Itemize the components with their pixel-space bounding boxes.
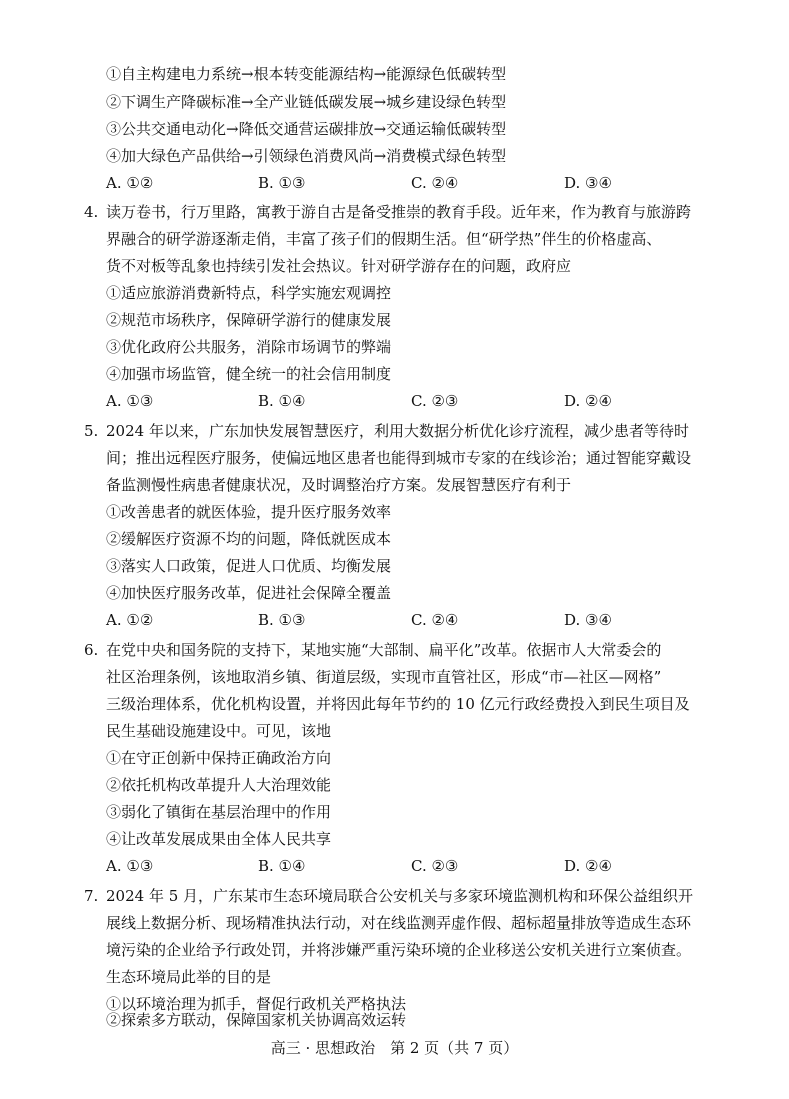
- q3-item-1: ①自主构建电力系统→根本转变能源结构→能源绿色低碳转型: [106, 65, 507, 83]
- q4-option-b: B. ①④: [258, 392, 306, 410]
- q4-option-d: D. ②④: [564, 392, 612, 410]
- q3-option-b: B. ①③: [258, 174, 306, 192]
- q5-item-1: ①改善患者的就医体验，提升医疗服务效率: [106, 503, 392, 521]
- q7-item-1: ①以环境治理为抓手，督促行政机关严格执法: [106, 995, 407, 1013]
- q5-stem-line-3: 备监测慢性病患者健康状况，及时调整治疗方案。发展智慧医疗有利于: [106, 476, 572, 494]
- q4-option-c: C. ②③: [411, 392, 459, 410]
- q5-option-a: A. ①②: [106, 611, 154, 629]
- q7-item-2: ②探索多方联动，保障国家机关协调高效运转: [106, 1011, 407, 1029]
- q5-stem-line-2: 间；推出远程医疗服务，使偏远地区患者也能得到城市专家的在线诊治；通过智能穿戴设: [106, 449, 692, 467]
- q7-stem-line-3: 境污染的企业给予行政处罚，并将涉嫌严重污染环境的企业移送公安机关进行立案侦查。: [106, 941, 692, 959]
- q7-stem-line-2: 展线上数据分析、现场精准执法行动，对在线监测弄虚作假、超标超量排放等造成生态环: [106, 914, 692, 932]
- q5-stem-line-1: 2024 年以来，广东加快发展智慧医疗，利用大数据分析优化诊疗流程，减少患者等待时: [106, 422, 689, 440]
- q6-item-1: ①在守正创新中保持正确政治方向: [106, 749, 332, 767]
- q7-stem-line-4: 生态环境局此举的目的是: [106, 968, 272, 986]
- q5-option-c: C. ②④: [411, 611, 459, 629]
- q3-option-d: D. ③④: [564, 174, 612, 192]
- page-footer: 高三 · 思想政治 第 2 页（共 7 页）: [270, 1039, 519, 1057]
- q3-item-4: ④加大绿色产品供给→引领绿色消费风尚→消费模式绿色转型: [106, 147, 507, 165]
- q6-option-a: A. ①③: [106, 857, 154, 875]
- q4-item-4: ④加强市场监管，健全统一的社会信用制度: [106, 365, 392, 383]
- q3-item-3: ③公共交通电动化→降低交通营运碳排放→交通运输低碳转型: [106, 120, 507, 138]
- q5-number: 5.: [84, 422, 99, 440]
- q5-item-2: ②缓解医疗资源不均的问题，降低就医成本: [106, 530, 392, 548]
- q4-item-3: ③优化政府公共服务，消除市场调节的弊端: [106, 338, 392, 356]
- q6-option-b: B. ①④: [258, 857, 306, 875]
- q6-stem-line-2: 社区治理条例，该地取消乡镇、街道层级，实现市直管社区，形成“市—社区—网格”: [106, 668, 662, 686]
- q3-item-2: ②下调生产降碳标准→全产业链低碳发展→城乡建设绿色转型: [106, 93, 507, 111]
- q6-item-4: ④让改革发展成果由全体人民共享: [106, 830, 332, 848]
- q7-stem-line-1: 2024 年 5 月，广东某市生态环境局联合公安机关与多家环境监测机构和环保公益组织开: [106, 887, 694, 905]
- q6-stem-line-3: 三级治理体系，优化机构设置，并将因此每年节约的 10 亿元行政经费投入到民生项目及: [106, 695, 690, 713]
- q6-stem-line-1: 在党中央和国务院的支持下，某地实施“大部制、扁平化”改革。依据市人大常委会的: [106, 641, 662, 659]
- q4-stem-line-3: 货不对板等乱象也持续引发社会热议。针对研学游存在的问题，政府应: [106, 257, 572, 275]
- q6-stem-line-4: 民生基础设施建设中。可见，该地: [106, 722, 332, 740]
- q6-option-d: D. ②④: [564, 857, 612, 875]
- q6-item-3: ③弱化了镇街在基层治理中的作用: [106, 803, 332, 821]
- q5-item-3: ③落实人口政策，促进人口优质、均衡发展: [106, 557, 392, 575]
- q4-item-2: ②规范市场秩序，保障研学游行的健康发展: [106, 311, 392, 329]
- q3-option-c: C. ②④: [411, 174, 459, 192]
- q4-option-a: A. ①③: [106, 392, 154, 410]
- q5-item-4: ④加快医疗服务改革，促进社会保障全覆盖: [106, 584, 392, 602]
- q5-option-b: B. ①③: [258, 611, 306, 629]
- q7-number: 7.: [84, 887, 99, 905]
- q6-number: 6.: [84, 641, 99, 659]
- q6-item-2: ②依托机构改革提升人大治理效能: [106, 776, 332, 794]
- q5-option-d: D. ③④: [564, 611, 612, 629]
- q3-option-a: A. ①②: [106, 174, 154, 192]
- q4-stem-line-1: 读万卷书，行万里路，寓教于游自古是备受推崇的教育手段。近年来，作为教育与旅游跨: [106, 203, 692, 221]
- q6-option-c: C. ②③: [411, 857, 459, 875]
- q4-number: 4.: [84, 203, 99, 221]
- q4-item-1: ①适应旅游消费新特点，科学实施宏观调控: [106, 284, 392, 302]
- q4-stem-line-2: 界融合的研学游逐渐走俏，丰富了孩子们的假期生活。但“研学热”伴生的价格虚高、: [106, 230, 662, 248]
